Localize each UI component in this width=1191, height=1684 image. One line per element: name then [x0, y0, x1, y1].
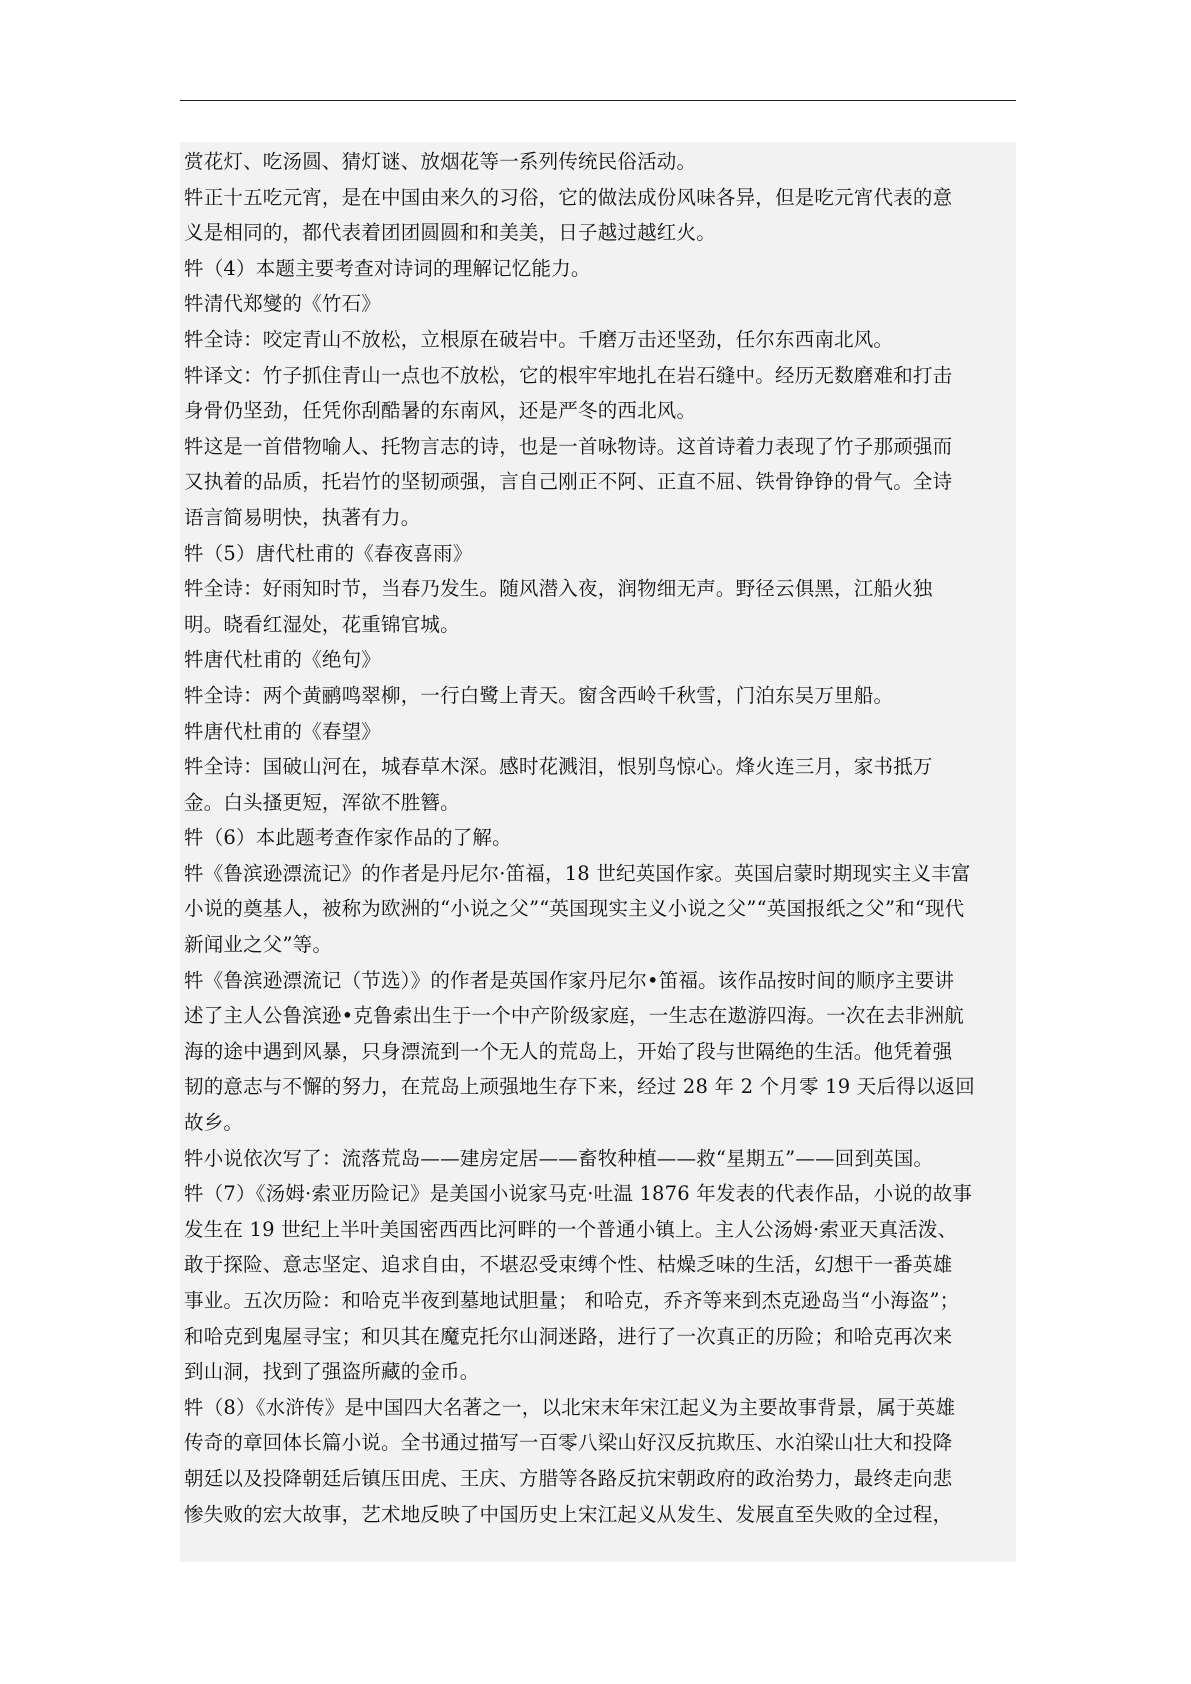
text-line: 牪（5）唐代杜甫的《春夜喜雨》 — [184, 541, 473, 565]
text-line: 和哈克到鬼屋寻宝；和贝其在魔克托尔山洞迷路，进行了一次真正的历险；和哈克再次来 — [184, 1324, 953, 1348]
text-line: 海的途中遇到风暴，只身漂流到一个无人的荒岛上，开始了段与世隔绝的生活。他凭着强 — [184, 1039, 953, 1063]
text-line: 牪（6）本此题考查作家作品的了解。 — [184, 826, 512, 850]
text-line: 金。白头搔更短，浑欲不胜簪。 — [184, 790, 460, 814]
text-line: 牪（7）《汤姆·索亚历险记》是美国小说家马克·吐温 1876 年发表的代表作品，小说的故事 — [184, 1182, 973, 1206]
text-line: 牪唐代杜甫的《春望》 — [184, 719, 382, 743]
text-line: 明。晓看红湿处，花重锦官城。 — [184, 612, 460, 636]
text-line: 又执着的品质，托岩竹的坚韧顽强，言自己刚正不阿、正直不屈、铁骨铮铮的骨气。全诗 — [184, 470, 953, 494]
text-line: 牪小说依次写了：流落荒岛——建房定居——畜牧种植——救“星期五”——回到英国。 — [184, 1146, 934, 1170]
text-line: 牪唐代杜甫的《绝句》 — [184, 648, 382, 672]
text-line: 小说的奠基人，被称为欧洲的“小说之父”“英国现实主义小说之父”“英国报纸之父”和“现代 — [184, 897, 965, 921]
text-line: 敢于探险、意志坚定、追求自由，不堪忍受束缚个性、枯燥乏味的生活，幻想干一番英雄 — [184, 1253, 953, 1277]
text-line: 朝廷以及投降朝廷后镇压田虎、王庆、方腊等各路反抗宋朝政府的政治势力，最终走向悲 — [184, 1466, 953, 1490]
text-line: 牪全诗：国破山河在，城春草木深。感时花溅泪，恨别鸟惊心。烽火连三月，家书抵万 — [184, 755, 933, 779]
text-line: 赏花灯、吃汤圆、猜灯谜、放烟花等一系列传统民俗活动。 — [184, 150, 697, 173]
text-line: 事业。五次历险：和哈克半夜到墓地试胆量； 和哈克，乔齐等来到杰克逊岛当“小海盗”； — [184, 1289, 960, 1312]
text-line: 惨失败的宏大故事，艺术地反映了中国历史上宋江起义从发生、发展直至失败的全过程， — [184, 1502, 953, 1526]
text-line: 故乡。 — [184, 1111, 244, 1135]
text-line: 牪全诗：两个黄鹂鸣翠柳，一行白鹭上青天。窗含西岭千秋雪，门泊东吴万里船。 — [184, 683, 894, 707]
text-line: 牪清代郑燮的《竹石》 — [184, 292, 382, 316]
text-line: 身骨仍坚劲，任凭你刮酷暑的东南风，还是严冬的西北风。 — [184, 399, 697, 423]
document-body — [180, 142, 1016, 1562]
text-line: 牪《鲁滨逊漂流记》的作者是丹尼尔·笛福，18 世纪英国作家。英国启蒙时期现实主义丰富 — [184, 861, 971, 885]
text-line: 发生在 19 世纪上半叶美国密西西比河畔的一个普通小镇上。主人公汤姆·索亚天真活泼、 — [184, 1217, 958, 1241]
text-line: 牪全诗：咬定青山不放松，立根原在破岩中。千磨万击还坚劲，任尔东西南北风。 — [184, 327, 894, 351]
text-line: 义是相同的，都代表着团团圆圆和和美美，日子越过越红火。 — [184, 221, 716, 245]
text-line: 韧的意志与不懈的努力，在荒岛上顽强地生存下来，经过 28 年 2 个月零 19 天后得以返回 — [184, 1075, 975, 1099]
text-line: 传奇的章回体长篇小说。全书通过描写一百零八梁山好汉反抗欺压、水泊梁山壮大和投降 — [184, 1431, 953, 1455]
text-line: 牪（4）本题主要考查对诗词的理解记忆能力。 — [184, 256, 591, 280]
text-line: 牪（8）《水浒传》是中国四大名著之一，以北宋末年宋江起义为主要故事背景，属于英雄 — [184, 1395, 956, 1419]
text-line: 牪这是一首借物喻人、托物言志的诗，也是一首咏物诗。这首诗着力表现了竹子那顽强而 — [184, 434, 953, 458]
text-line: 牪正十五吃元宵，是在中国由来久的习俗，它的做法成份风味各异，但是吃元宵代表的意 — [184, 185, 953, 209]
text-line: 牪译文：竹子抓住青山一点也不放松，它的根牢牢地扎在岩石缝中。经历无数磨难和打击 — [184, 363, 953, 387]
header-rule — [180, 100, 1016, 101]
text-line: 新闻业之父”等。 — [184, 933, 333, 957]
text-line: 牪全诗：好雨知时节，当春乃发生。随风潜入夜，润物细无声。野径云俱黑，江船火独 — [184, 577, 933, 601]
text-line: 到山洞，找到了强盗所藏的金币。 — [184, 1360, 480, 1384]
text-line: 语言简易明快，执著有力。 — [184, 505, 421, 529]
text-line: 述了主人公鲁滨逊•克鲁索出生于一个中产阶级家庭，一生志在遨游四海。一次在去非洲航 — [184, 1004, 965, 1028]
text-line: 牪《鲁滨逊漂流记（节选）》的作者是英国作家丹尼尔•笛福。该作品按时间的顺序主要讲 — [184, 968, 955, 992]
